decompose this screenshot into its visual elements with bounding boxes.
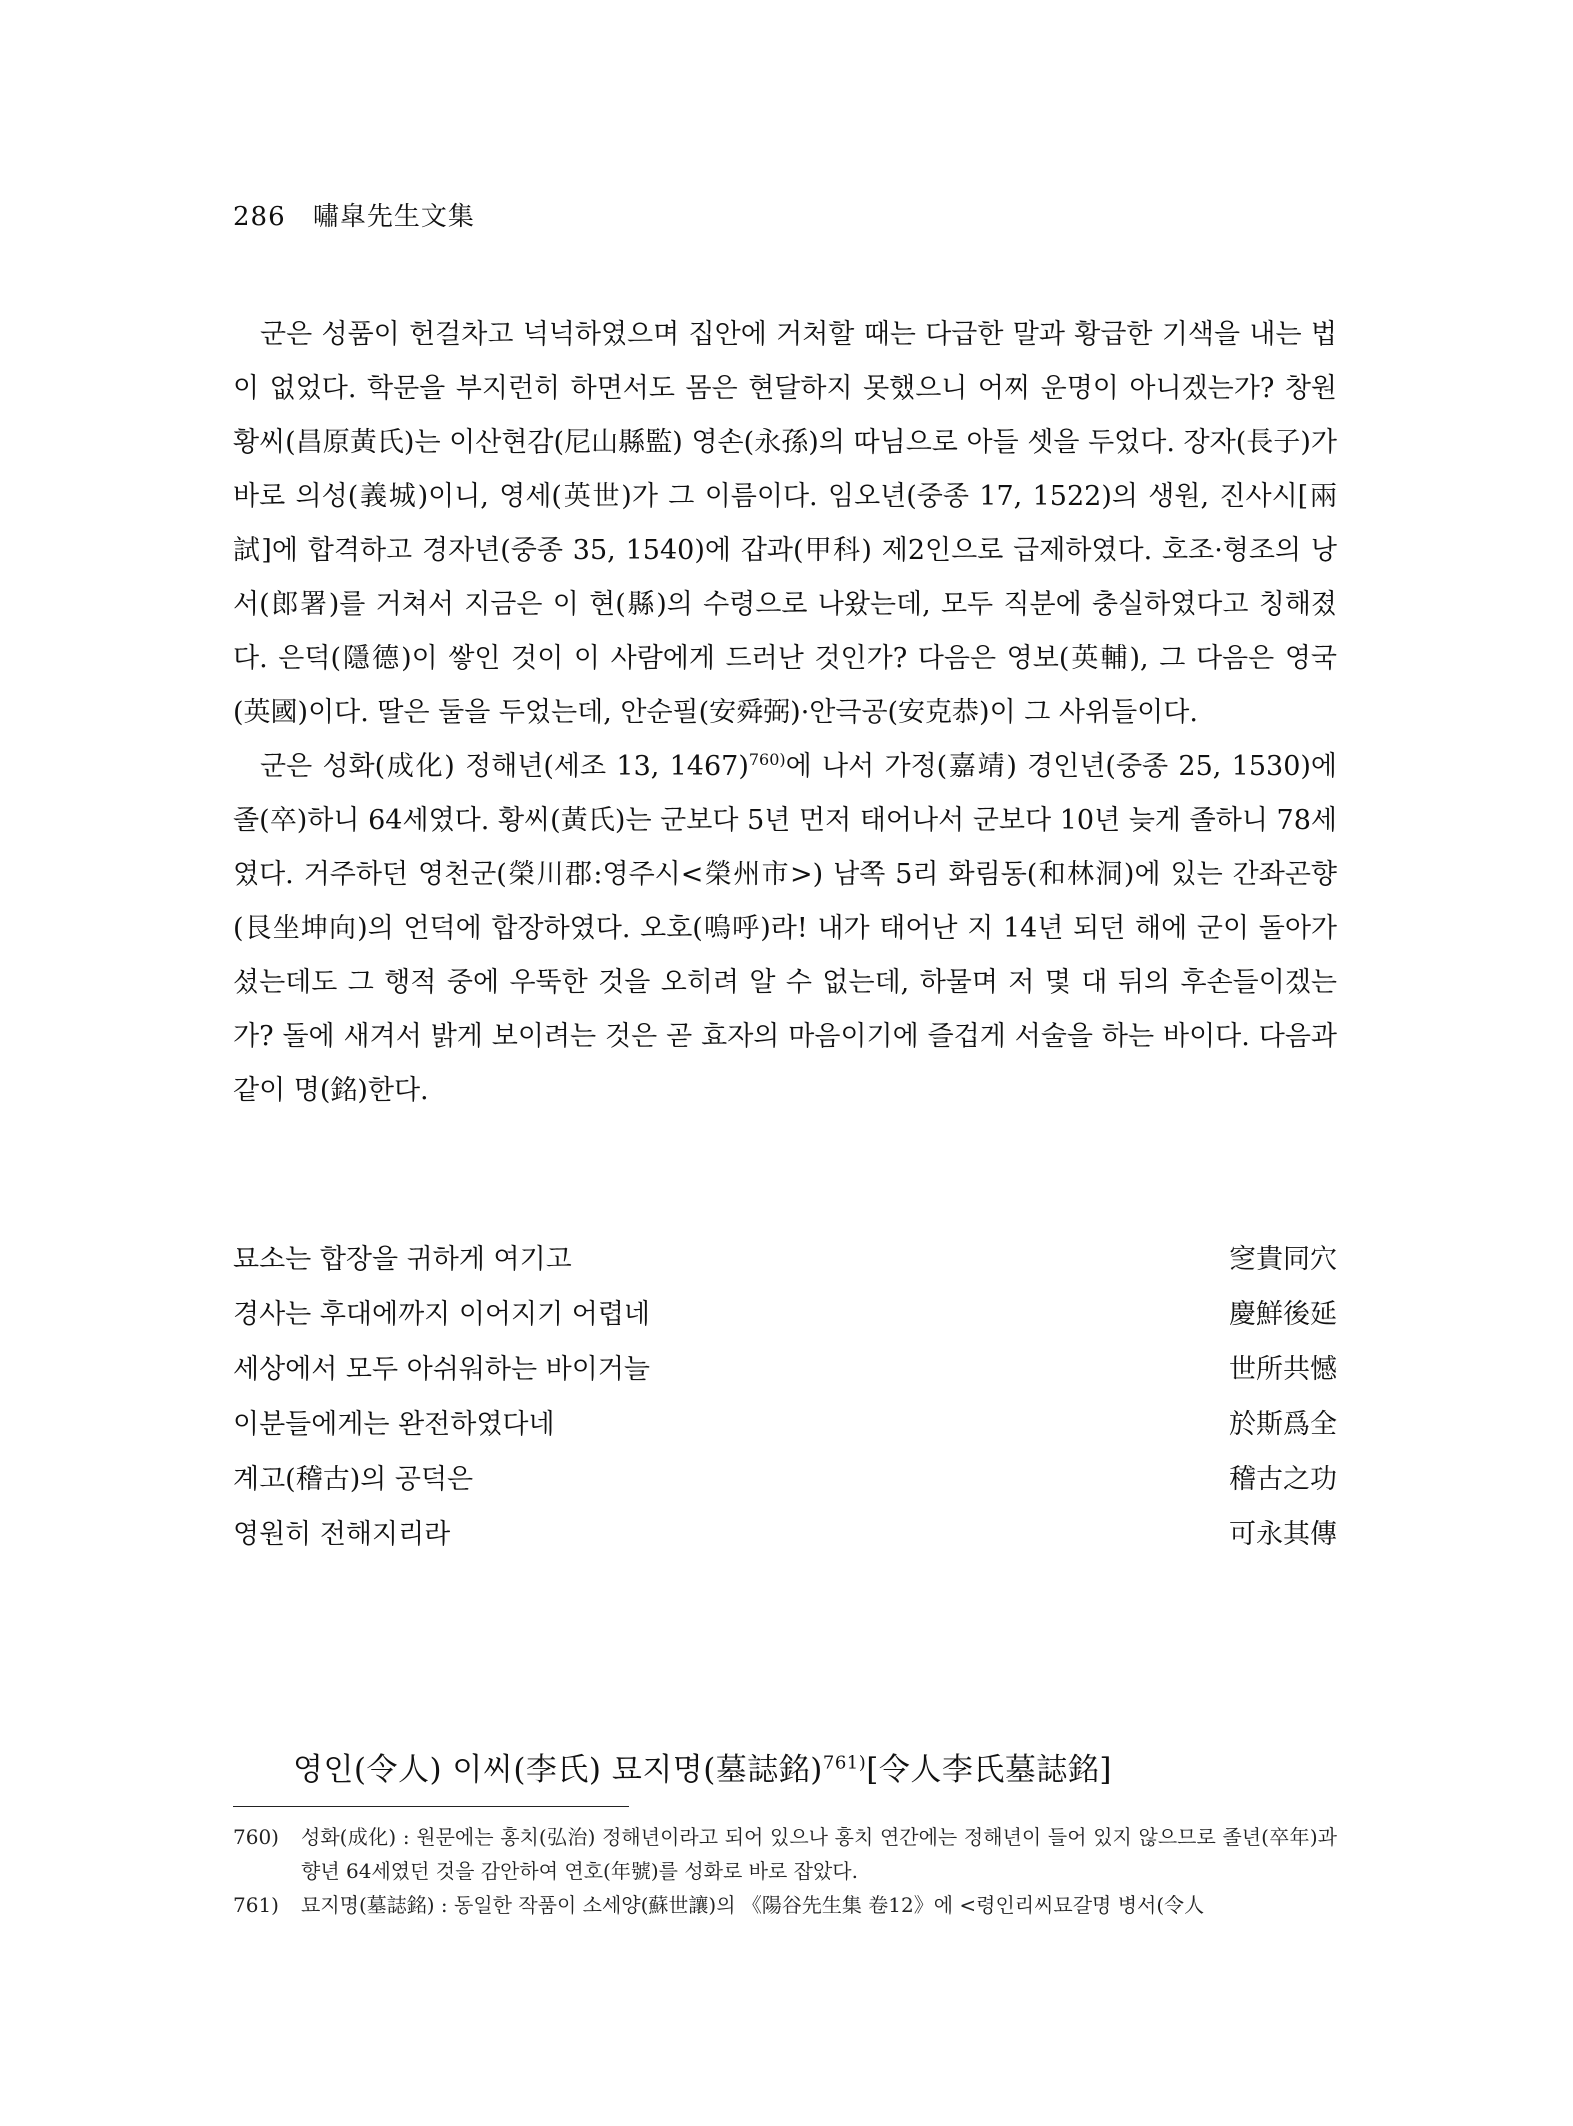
paragraph-text: 에 나서 가정(嘉靖) 경인년(중종 25, 1530)에 졸(卒)하니 64세였다. 황씨(黃氏)는 군보다 5년 먼저 태어나서 군보다 10년 늦게 졸하니 78세였다. 거주하던 영천군(榮川郡:영주시<榮州市>) 남쪽 5리 화림동(和林洞)에 있는 간좌곤향(艮坐坤向)의 언덕에 합장하였다. 오호(嗚呼)라! 내가 태어난 지 14년 되던 해에 군이 돌아가셨는데도 그 행적 중에 우뚝한 것을 오히려 알 수 없는데, 하물며 저 몇 대 뒤의 후손들이겠는가? 돌에 새겨서 밝게 보이려는 것은 곧 효자의 마음이기에 즐겁게 서술을 하는 바이다. 다음과 같이 명(銘)한다. <box>233 751 1337 1106</box>
footnote-ref: 761) <box>822 1752 867 1774</box>
footnote-text: 성화(成化) : 원문에는 홍치(弘治) 정해년이라고 되어 있으나 홍치 연간에는 정해년이 들어 있지 않으므로 졸년(卒年)과 향년 64세였던 것을 감안하여 연호(年號)를 성화로 바로 잡았다. <box>301 1825 1337 1883</box>
footnote-number: 761) <box>233 1893 279 1917</box>
footnote-text: 묘지명(墓誌銘) : 동일한 작품이 소세양(蘇世讓)의 《陽谷先生集 卷12》에 <령인리씨묘갈명 병서(令人 <box>301 1893 1205 1917</box>
footnote <box>233 1888 1337 1922</box>
paragraph <box>233 740 1337 1118</box>
verse-hanja: 世所共憾 <box>1229 1354 1337 1385</box>
verse-hanja: 稽古之功 <box>1229 1464 1337 1495</box>
footnote-divider <box>233 1806 629 1807</box>
paragraph: 군은 성품이 헌걸차고 넉넉하였으며 집안에 거처할 때는 다급한 말과 황급한 기색을 내는 법이 없었다. 학문을 부지런히 하면서도 몸은 현달하지 못했으니 어찌 운명이 아니겠는가? 창원황씨(昌原黃氏)는 이산현감(尼山縣監) 영손(永孫)의 따님으로 아들 셋을 두었다. 장자(長子)가 바로 의성(義城)이니, 영세(英世)가 그 이름이다. 임오년(중종 17, 1522)의 생원, 진사시[兩試]에 합격하고 경자년(중종 35, 1540)에 갑과(甲科) 제2인으로 급제하였다. 호조·형조의 낭서(郎署)를 거쳐서 지금은 이 현(縣)의 수령으로 나왔는데, 모두 직분에 충실하였다고 칭해졌다. 은덕(隱德)이 쌓인 것이 이 사람에게 드러난 것인가? 다음은 영보(英輔), 그 다음은 영국(英國)이다. 딸은 둘을 두었는데, 안순필(安舜弼)·안극공(安克恭)이 그 사위들이다. <box>233 319 1337 728</box>
verse-korean: 경사는 후대에까지 이어지기 어렵네 <box>233 1299 650 1330</box>
verse-korean: 이분들에게는 완전하였다네 <box>233 1409 555 1440</box>
footnote-ref: 760) <box>748 750 786 769</box>
verse-korean: 묘소는 합장을 귀하게 여기고 <box>233 1244 572 1275</box>
verse-line <box>233 1402 1337 1457</box>
title-main: 영인(令人) 이씨(李氏) 묘지명(墓誌銘) <box>293 1752 823 1788</box>
footnote-number: 760) <box>233 1825 279 1849</box>
verse-korean: 계고(稽古)의 공덕은 <box>233 1464 474 1495</box>
verse-hanja: 慶鮮後延 <box>1229 1299 1337 1330</box>
main-text <box>233 308 1337 1118</box>
footnote <box>233 1820 1337 1888</box>
title-hanja: [令人李氏墓誌銘] <box>866 1752 1112 1788</box>
verse-line <box>233 1347 1337 1402</box>
page-number: 286 <box>233 202 286 232</box>
book-title: 嘯皐先生文集 <box>312 202 475 232</box>
verse-line <box>233 1457 1337 1512</box>
paragraph-text: 군은 성화(成化) 정해년(세조 13, 1467) <box>260 751 749 782</box>
page-header <box>233 196 475 233</box>
verse-line <box>233 1512 1337 1567</box>
verse-line <box>233 1292 1337 1347</box>
verse-korean: 영원히 전해지리라 <box>233 1519 451 1550</box>
verse-hanja: 窆貴同穴 <box>1229 1244 1337 1275</box>
footnotes <box>233 1820 1337 1922</box>
next-section-title <box>293 1744 1112 1789</box>
verse-line <box>233 1237 1337 1292</box>
inscription-verse <box>233 1237 1337 1567</box>
verse-hanja: 於斯爲全 <box>1229 1409 1337 1440</box>
verse-korean: 세상에서 모두 아쉬워하는 바이거늘 <box>233 1354 650 1385</box>
verse-hanja: 可永其傳 <box>1229 1519 1337 1550</box>
